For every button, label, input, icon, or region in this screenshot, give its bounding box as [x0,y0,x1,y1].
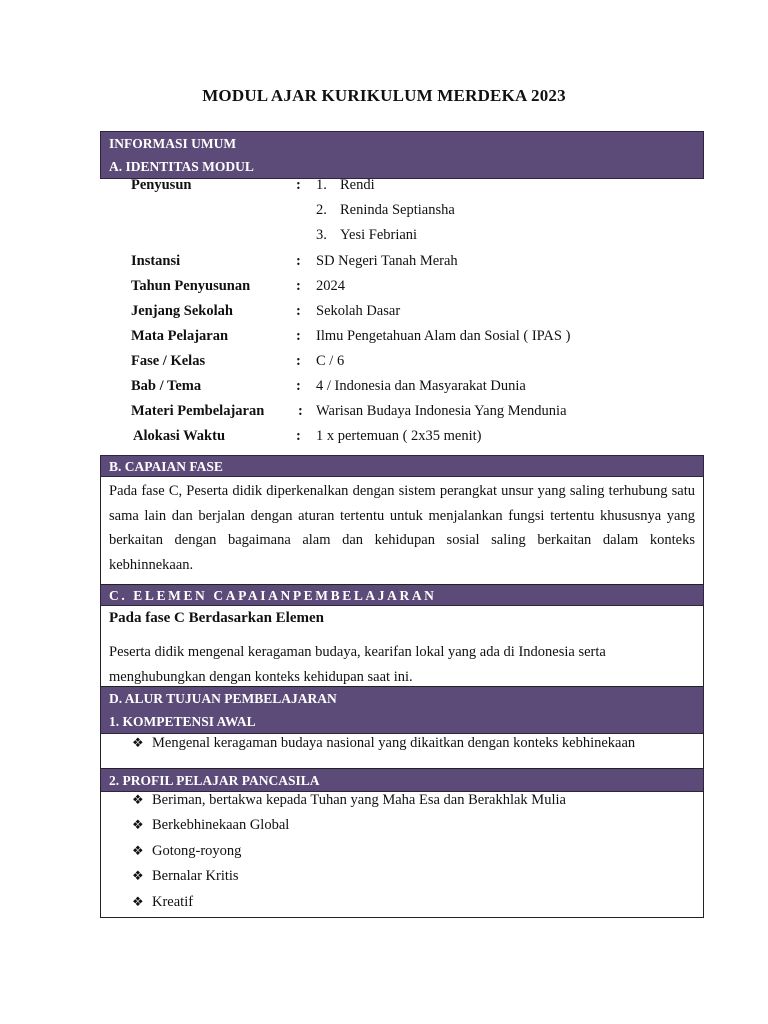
identity-label: Fase / Kelas [131,353,206,369]
identity-row [100,274,704,299]
info-umum-header [100,131,704,179]
identity-value: 4 / Indonesia dan Masyarakat Dunia [316,378,526,394]
identity-value: C / 6 [316,353,345,369]
diamond-bullet-icon: ❖ [132,735,144,750]
identity-colon: : [298,403,303,419]
capaian-fase-text: Pada fase C, Peserta didik diperkenalkan dengan sistem perangkat unsur yang saling terhubung satu sama lain dan berjalan dengan aturan tertentu untuk menjalankan fungsi tertentu khususnya yang berkaitan dengan bagaimana alam dan kehidupan sosial saling berkaitan dalam konteks kebhinnekaan. [100,477,704,584]
identity-colon: : [296,353,301,369]
info-umum-label: INFORMASI UMUM [109,136,237,151]
identity-row [100,399,704,424]
identity-colon: : [296,177,301,193]
identity-row-author [100,198,704,223]
identity-colon: : [296,378,301,394]
diamond-bullet-icon: ❖ [132,817,144,833]
identity-value: 1 x pertemuan ( 2x35 menit) [316,428,482,444]
identity-label: Alokasi Waktu [133,428,226,444]
identity-value: 2024 [316,278,345,294]
identity-colon: : [296,328,301,344]
identity-value: SD Negeri Tanah Merah [316,253,458,269]
identity-label: Bab / Tema [131,378,202,394]
identity-value: Sekolah Dasar [316,303,401,319]
identity-row [100,349,704,374]
elemen-section [100,606,704,686]
list-item: ❖ Bernalar Kritis [101,863,703,888]
list-item: ❖ Berkebhinekaan Global [101,812,703,837]
identity-value: Warisan Budaya Indonesia Yang Mendunia [316,403,567,419]
diamond-bullet-icon: ❖ [132,868,144,884]
identity-colon: : [296,428,301,444]
alur-tujuan-label: D. ALUR TUJUAN PEMBELAJARAN [109,691,337,706]
kompetensi-awal-label: 1. KOMPETENSI AWAL [109,714,256,729]
diamond-bullet-icon: ❖ [132,893,144,909]
identity-colon: : [296,253,301,269]
identity-row [100,324,704,349]
identity-row [100,299,704,324]
diamond-bullet-icon: ❖ [132,792,144,807]
identity-row-author [100,223,704,248]
identity-value: Ilmu Pengetahuan Alam dan Sosial ( IPAS ) [316,328,571,344]
list-item: ❖ Beriman, bertakwa kepada Tuhan yang Maha Esa dan Berakhlak Mulia [101,787,703,812]
page-title: MODUL AJAR KURIKULUM MERDEKA 2023 [202,86,566,105]
identity-label: Materi Pembelajaran [131,403,265,419]
identity-row [100,249,704,274]
elemen-header: C. ELEMEN CAPAIANPEMBELAJARAN [100,584,704,606]
list-item: ❖ Mengenal keragaman budaya nasional yang dikaitkan dengan konteks kebhinekaan [101,730,703,755]
elemen-text: Peserta didik mengenal keragaman budaya, kearifan lokal yang ada di Indonesia serta menghubungkan dengan konteks kehidupan saat ini. [109,644,606,685]
author-item: 1. Rendi [316,177,375,193]
list-item: ❖ Gotong-royong [101,838,703,863]
identity-row-penyusun [100,173,704,198]
identity-label: Jenjang Sekolah [131,303,233,319]
author-item: 3. Yesi Febriani [316,227,418,243]
diamond-bullet-icon: ❖ [132,842,144,858]
identity-label: Mata Pelajaran [131,328,229,344]
identity-colon: : [296,278,301,294]
identity-row [100,374,704,399]
identitas-section [100,179,704,455]
identity-label: Tahun Penyusunan [131,278,251,294]
kompetensi-awal-section [100,730,704,768]
identity-row [100,424,704,449]
identitas-modul-label: A. IDENTITAS MODUL [109,159,254,174]
profil-pancasila-section [100,787,704,918]
alur-tujuan-header [100,686,704,734]
identity-label: Penyusun [131,177,192,193]
capaian-fase-header: B. CAPAIAN FASE [100,455,704,477]
module-document [100,131,704,918]
elemen-subhead: Pada fase C Berdasarkan Elemen [109,610,324,626]
identity-label: Instansi [131,253,181,269]
author-item: 2. Reninda Septiansha [316,202,455,218]
identity-colon: : [296,303,301,319]
profil-pancasila-header: 2. PROFIL PELAJAR PANCASILA [100,768,704,792]
list-item: ❖ Kreatif [101,889,703,914]
